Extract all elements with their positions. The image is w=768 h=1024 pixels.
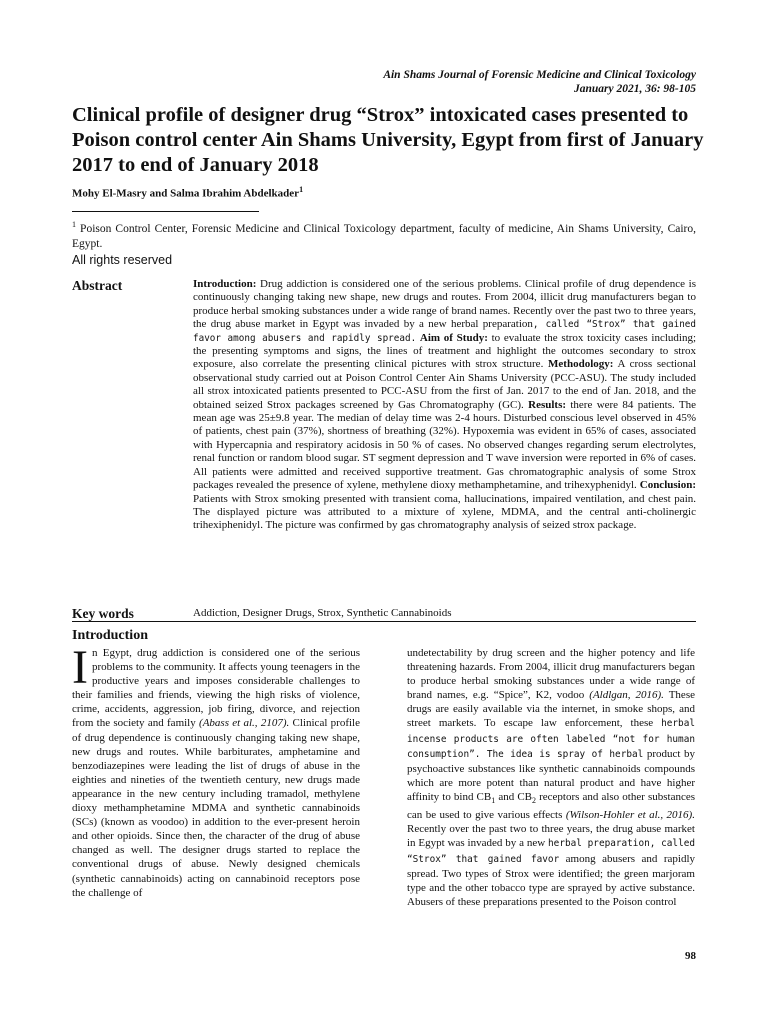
footnote-rule	[72, 211, 259, 212]
citation-wilson: (Wilson-Hohler et al., 2016).	[565, 809, 695, 822]
abstract-intro-label: Introduction:	[193, 278, 257, 290]
abstract-method-text: A cross sectional observational study carried out at Poison Control Center Ain Shams University (PCC-ASU). The study included all strox intoxicated patients presented to PCC-ASU from the first of Jan. 2017 to the end of Jan. 2018, and the obtained seized Strox packages screened by Gas Chromatography (GC).	[193, 358, 696, 411]
cb2-subscript: 2	[532, 796, 536, 806]
abstract-method-label: Methodology:	[548, 358, 614, 371]
abstract-label: Abstract	[72, 278, 123, 293]
rights-notice: All rights reserved	[72, 253, 173, 267]
author-affil-mark: 1	[299, 185, 304, 194]
article-title: Clinical profile of designer drug “Strox” intoxicated cases presented to Poison control center Ain Shams University, Egypt from first of January 2017 to end of January 2018	[72, 104, 704, 176]
abstract-results-label: Results:	[528, 398, 567, 411]
author-names: Mohy El-Masry and Salma Ibrahim Abdelkader	[72, 187, 300, 200]
intro-right-text-e: receptors and also other substances can be used to give various effects	[407, 790, 696, 822]
intro-right-text-f: Recently over the past two to three years, the drug abuse market in Egypt was invaded by a new	[407, 823, 695, 850]
drop-cap: I	[72, 641, 88, 694]
intro-paragraph-left	[72, 641, 360, 900]
abstract-aim-label: Aim of Study:	[419, 331, 488, 344]
abstract-conclusion-text: Patients with Strox smoking presented with transient coma, hallucinations, impaired ventilation, and chest pain. The displayed picture was attributed to a mixture of xylene, MDMA, and the central anti-cholinergic trihexiphenidyl. The picture was confirmed by gas chromatography analysis of seized strox package.	[193, 492, 696, 532]
intro-column-right	[407, 646, 695, 909]
intro-column-left	[72, 641, 360, 900]
abstract-body	[193, 278, 696, 533]
intro-right-text-c: product by psychoactive substances like synthetic cannabinoids compounds which are more potent than natural product and have higher affinity to bind CB	[407, 747, 695, 803]
abstract-conclusion-label: Conclusion:	[639, 479, 696, 492]
journal-header	[383, 68, 696, 96]
intro-right-text-a: undetectability by drug screen and the higher potency and life threatening hazards. From 2004, illicit drug manufacturers began to produce herbal smoking substances under a wide range of brand names, e.g. “Spice”, K2, vodoo	[407, 647, 695, 702]
abstract-intro-text: Drug addiction is considered one of the serious problems. Clinical profile of drug dependence is continuously changing taking new shape, new drugs and routes. From 2004, illicit drug manufacturers began to produce herbal smoking substances under a wide range of brand names. Recently over the past two to three years, the drug abuse market in Egypt was invaded by a new herbal preparation	[193, 278, 696, 331]
affiliation-text: Poison Control Center, Forensic Medicine and Clinical Toxicology department, faculty of medicine, Ain Shams University, Cairo, Egypt.	[72, 222, 696, 250]
intro-right-text-d: and CB	[495, 790, 532, 803]
abstract-intro-mono: , called “Strox” that gained favor among abusers and rapidly spread.	[193, 319, 696, 344]
affiliation-mark: 1	[72, 220, 76, 229]
keywords-label: Key words	[72, 606, 134, 621]
intro-right-mono-2: herbal preparation, called “Strox” that gained favor	[407, 838, 696, 865]
intro-left-text-b: Clinical profile of drug dependence is continuously changing taking new shape, new drugs and routes. While barbiturates, amphetamine and benzodiazepines were leading the list of drugs of abuse in the eighties and nineties of the twentieth century, new drugs made appearance in the new century including tramadol, methylene dioxy methamphetamine MDMA and synthetic cannabinoids (SCs) (known as voodoo) in addition to the ever-present heroin and other opioids. Since then, the character of the drug of abuse changed as well. The designer drugs started to replace the conventional drugs of abuse. Newly designed chemicals (synthetic cannabinoids) acting on cannabinoid receptors pose the challenge of	[72, 717, 360, 899]
affiliation	[72, 217, 696, 252]
journal-issue: January 2021, 36: 98-105	[573, 83, 696, 95]
intro-right-text-g: among abusers and rapidly spread. Two types of Strox were identified; the green marjoram type and the other tobacco type are sprayed by active substance. Abusers of these preparations presented to the Poison control	[407, 852, 695, 908]
intro-right-text-b: These drugs are easily available via the internet, in smoke shops, and street markets. To escape law enforcement, these	[407, 689, 695, 730]
abstract-aim-text: to evaluate the strox toxicity cases including; the presenting symptoms and signs, the lines of treatment and highlight the outcomes secondary to strox exposure, also correlate the presenting clinical pictures with strox structure.	[193, 331, 697, 371]
keywords-text: Addiction, Designer Drugs, Strox, Synthetic Cannabinoids	[193, 607, 452, 619]
intro-right-mono-1: herbal incense products are often labeled “not for human consumption”. The idea is spray of herbal	[407, 718, 695, 760]
page-number: 98	[685, 950, 696, 962]
cb1-subscript: 1	[491, 796, 496, 806]
intro-left-text-a: n Egypt, drug addiction is considered one of the serious problems to the community. It affects young teenagers in the productive years and imposes considerable challenges to their families and friends, viewing the high risks of violence, crime, accidents, aggression, job firing, divorce, and rejection from the society and family	[72, 647, 360, 730]
introduction-heading: Introduction	[72, 628, 148, 643]
abstract-results-text: there were 84 patients. The mean age was 25±9.8 year. The median of delay time was 2-4 hours. Disturbed conscious level observed in 45% of patients, chest pain (37%), shortness of breathing (32%). Hypoxemia was evident in 65% of cases, associated with Hypercapnia and respiratory acidosis in 50 % of cases. No observed changes regarding serum electrolytes, renal function or random blood sugar. ST segment depression and T wave inversion were reported in 6% of cases. All patients were admitted and received supportive treatment. Gas chromatographic analysis of some Strox packages revealed the presence of xylene, methylene dioxy methamphetamine, and trihexyphenidyl.	[193, 398, 696, 492]
keywords-rule	[72, 621, 696, 622]
journal-name: Ain Shams Journal of Forensic Medicine and Clinical Toxicology	[383, 69, 696, 81]
intro-paragraph-right	[407, 646, 695, 909]
citation-abass: (Abass et al., 2107).	[199, 717, 290, 730]
author-list	[72, 185, 303, 200]
citation-aldlgan: (Aldlgan, 2016).	[589, 689, 664, 702]
